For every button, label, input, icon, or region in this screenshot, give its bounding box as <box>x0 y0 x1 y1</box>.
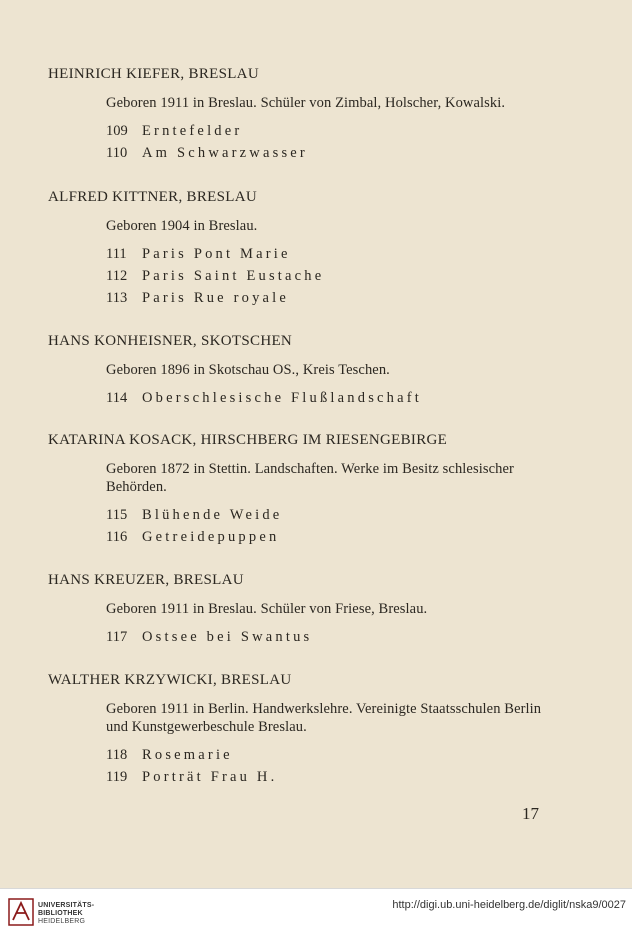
artist-bio: Geboren 1911 in Berlin. Handwerkslehre. Vereinigte Staatsschulen Berlin und Kunstgewerbeschule Breslau. <box>106 701 542 735</box>
artist-bio: Geboren 1872 in Stettin. Landschaften. Werke im Besitz schlesischer Behörden. <box>106 461 514 495</box>
work-title: Getreidepuppen <box>142 529 280 545</box>
work-number: 114 <box>106 390 128 406</box>
work-title: Paris Pont Marie <box>142 246 291 262</box>
library-seal-icon <box>8 898 34 926</box>
work-title: Porträt Frau H. <box>142 769 278 785</box>
work-number: 119 <box>106 769 128 785</box>
work-number: 118 <box>106 747 128 763</box>
work-number: 112 <box>106 268 128 284</box>
artist-name: KATARINA KOSACK, HIRSCHBERG IM RIESENGEBIRGE <box>48 432 448 448</box>
work-item <box>106 387 592 409</box>
work-list <box>106 626 592 648</box>
artist-bio: Geboren 1911 in Breslau. Schüler von Zimbal, Holscher, Kowalski. <box>106 95 506 111</box>
artist-entry <box>48 430 592 548</box>
artist-bio: Geboren 1904 in Breslau. <box>106 218 258 234</box>
library-footer <box>0 888 632 936</box>
work-item <box>106 766 592 788</box>
library-logo-text <box>38 902 94 926</box>
work-item <box>106 504 592 526</box>
work-item <box>106 243 592 265</box>
artist-name: HANS KREUZER, BRESLAU <box>48 572 244 588</box>
artist-entry <box>48 187 592 309</box>
page-number: 17 <box>522 804 539 823</box>
work-list <box>106 387 592 409</box>
work-title: Blühende Weide <box>142 507 283 523</box>
artist-name: HANS KONHEISNER, SKOTSCHEN <box>48 333 293 349</box>
work-number: 111 <box>106 246 127 262</box>
work-title: Ostsee bei Swantus <box>142 629 313 645</box>
work-title: Rosemarie <box>142 747 233 763</box>
work-title: Erntefelder <box>142 123 243 139</box>
work-title: Am Schwarzwasser <box>142 145 308 161</box>
logo-line: HEIDELBERG <box>38 918 86 925</box>
work-list <box>106 504 592 548</box>
artist-entry <box>48 570 592 648</box>
work-number: 116 <box>106 529 128 545</box>
work-number: 110 <box>106 145 128 161</box>
work-item <box>106 265 592 287</box>
artist-bio: Geboren 1911 in Breslau. Schüler von Friese, Breslau. <box>106 601 428 617</box>
source-url-link[interactable]: http://digi.ub.uni-heidelberg.de/diglit/nska9/0027 <box>392 899 626 911</box>
artist-name: WALTHER KRZYWICKI, BRESLAU <box>48 672 292 688</box>
artist-name: HEINRICH KIEFER, BRESLAU <box>48 66 259 82</box>
work-list <box>106 243 592 309</box>
work-title: Paris Saint Eustache <box>142 268 325 284</box>
artist-entry <box>48 64 592 164</box>
artist-entry <box>48 670 592 788</box>
work-item <box>106 287 592 309</box>
logo-line: UNIVERSITÄTS- <box>38 902 95 909</box>
work-number: 113 <box>106 290 128 306</box>
artist-entry <box>48 331 592 409</box>
work-item <box>106 120 592 142</box>
work-list <box>106 744 592 788</box>
work-item <box>106 626 592 648</box>
work-list <box>106 120 592 164</box>
work-number: 117 <box>106 629 128 645</box>
work-item <box>106 744 592 766</box>
work-title: Paris Rue royale <box>142 290 290 306</box>
work-number: 109 <box>106 123 128 139</box>
work-item <box>106 142 592 164</box>
artist-name: ALFRED KITTNER, BRESLAU <box>48 189 257 205</box>
logo-line: BIBLIOTHEK <box>38 910 83 917</box>
artist-bio: Geboren 1896 in Skotschau OS., Kreis Teschen. <box>106 362 390 378</box>
work-item <box>106 526 592 548</box>
work-title: Oberschlesische Flußlandschaft <box>142 390 423 406</box>
work-number: 115 <box>106 507 128 523</box>
